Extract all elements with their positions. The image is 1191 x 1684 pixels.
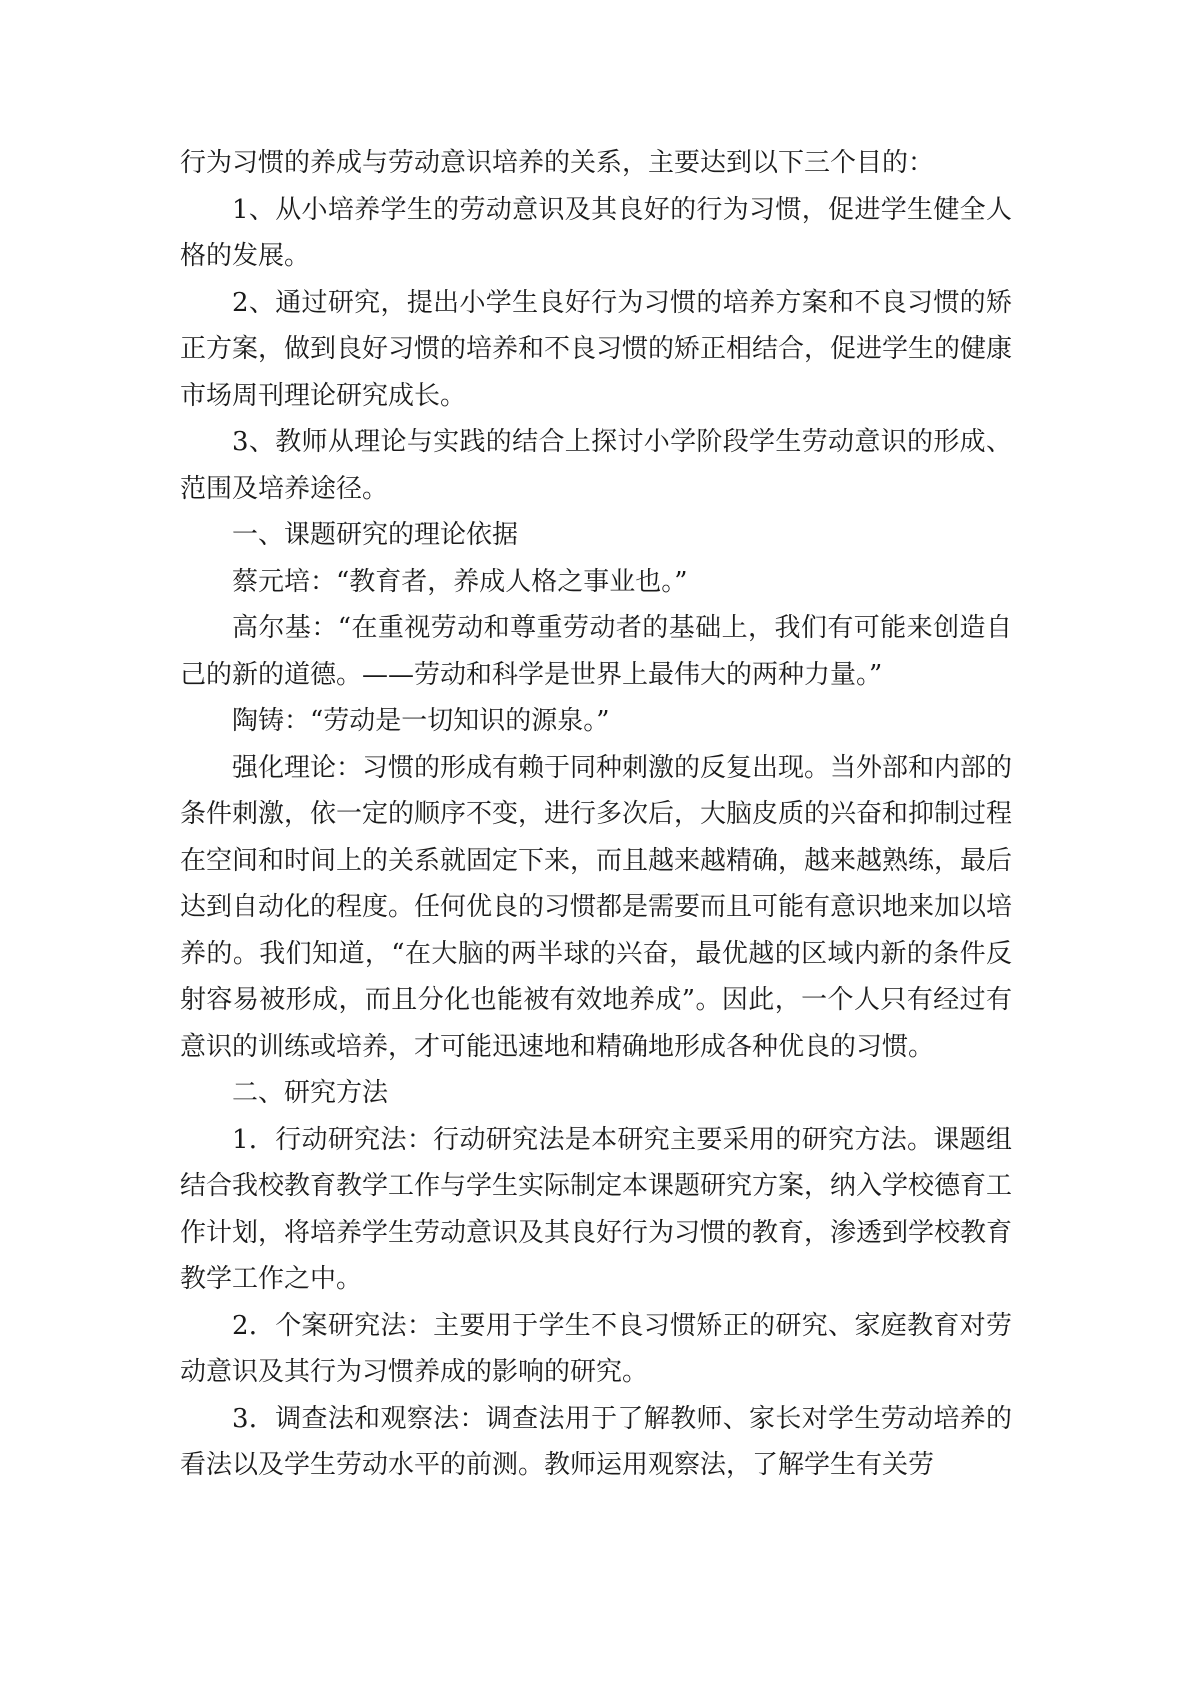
paragraph-reinforcement-theory: 强化理论：习惯的形成有赖于同种刺激的反复出现。当外部和内部的条件刺激，依一定的顺序不变，进行多次后，大脑皮质的兴奋和抑制过程在空间和时间上的关系就固定下来，而且越来越精确，越来越熟练，最后达到自动化的程度。任何优良的习惯都是需要而且可能有意识地来加以培养的。我们知道，“在大脑的两半球的兴奋，最优越的区域内新的条件反射容易被形成，而且分化也能被有效地养成”。因此，一个人只有经过有意识的训练或培养，才可能迅速地和精确地形成各种优良的习惯。 xyxy=(180,752,1013,1062)
paragraph-method-survey-observation: 3．调查法和观察法：调查法用于了解教师、家长对学生劳动培养的看法以及学生劳动水平的前测。教师运用观察法，了解学生有关劳 xyxy=(180,1403,1012,1480)
paragraph-method-action-research: 1．行动研究法：行动研究法是本研究主要采用的研究方法。课题组结合我校教育教学工作与学生实际制定本课题研究方案，纳入学校德育工作计划，将培养学生劳动意识及其良好行为习惯的教育，渗透到学校教育教学工作之中。 xyxy=(180,1124,1013,1294)
quote-cai-yuanpei: 蔡元培：“教育者，养成人格之事业也。” xyxy=(232,566,688,597)
document-body xyxy=(180,140,1012,1489)
section-heading-theory: 一、课题研究的理论依据 xyxy=(232,520,519,550)
quote-gorky: 高尔基：“在重视劳动和尊重劳动者的基础上，我们有可能来创造自己的新的道德。——劳动和科学是世界上最伟大的两种力量。” xyxy=(180,613,1012,690)
quote-tao-zhu: 陶铸：“劳动是一切知识的源泉。” xyxy=(232,706,610,736)
paragraph-goal-3: 3、教师从理论与实践的结合上探讨小学阶段学生劳动意识的形成、范围及培养途径。 xyxy=(180,427,1012,504)
paragraph-goal-1: 1、从小培养学生的劳动意识及其良好的行为习惯，促进学生健全人格的发展。 xyxy=(180,194,1012,271)
paragraph-intro-continuation: 行为习惯的养成与劳动意识培养的关系，主要达到以下三个目的： xyxy=(180,148,935,178)
paragraph-goal-2: 2、通过研究，提出小学生良好行为习惯的培养方案和不良习惯的矫正方案，做到良好习惯的培养和不良习惯的矫正相结合，促进学生的健康市场周刊理论研究成长。 xyxy=(180,287,1013,411)
paragraph-method-case-study: 2．个案研究法：主要用于学生不良习惯矫正的研究、家庭教育对劳动意识及其行为习惯养成的影响的研究。 xyxy=(180,1310,1012,1387)
section-heading-methods: 二、研究方法 xyxy=(232,1078,389,1108)
